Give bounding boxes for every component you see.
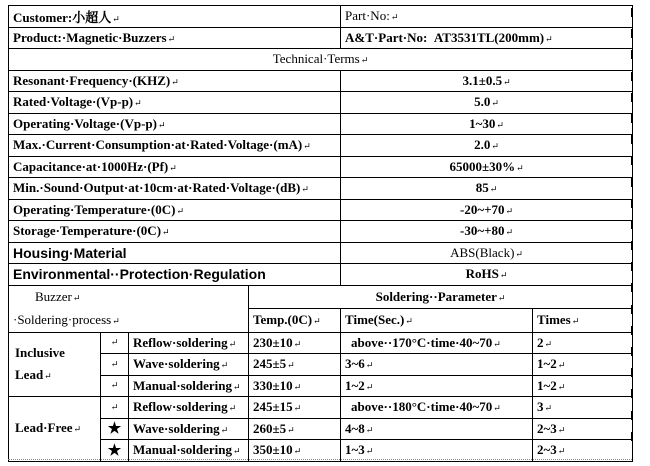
customer-label: Customer: xyxy=(13,9,73,25)
page-edge-marks xyxy=(628,8,632,458)
term-label-text: Operating·Voltage·(Vp-p) xyxy=(13,115,157,131)
term-value-text: 5.0 xyxy=(474,94,491,110)
soldering-process-header: Buzzer↵ ·Soldering·process↵ xyxy=(9,285,249,332)
time-text: 3~6 xyxy=(345,356,365,372)
term-value-text: -20~+70 xyxy=(460,201,505,217)
marker-cell: ↵ xyxy=(101,332,129,354)
customer-row xyxy=(9,6,633,28)
term-label-text: Rated·Voltage·(Vp-p) xyxy=(13,94,134,110)
time-text: 1~3 xyxy=(345,442,365,458)
process-header-line2: ·Soldering·process xyxy=(13,311,112,327)
inclusive-line2: Lead xyxy=(15,366,44,382)
star-glyph: ★ xyxy=(107,442,122,459)
term-row xyxy=(9,178,633,200)
term-value-text: 1~30 xyxy=(469,115,496,131)
time-cell: 1~3↵ xyxy=(341,440,533,462)
term-value-text: 85 xyxy=(475,180,489,196)
method-cell: Manual·soldering↵ xyxy=(129,440,249,462)
temp-text: 245±15 xyxy=(253,399,293,415)
product-row xyxy=(9,27,633,49)
times-cell: 1~2↵ xyxy=(533,375,633,397)
lead-free-group: Lead·Free↵ xyxy=(9,397,101,462)
times-text: 2~3 xyxy=(537,442,557,458)
times-cell: 2~3↵ xyxy=(533,440,633,462)
temp-cell: 260±5↵ xyxy=(249,418,341,440)
soldering-row xyxy=(9,440,633,462)
term-row xyxy=(9,199,633,221)
term-value-text: 65000±30% xyxy=(449,158,516,174)
times-cell: 2~3↵ xyxy=(533,418,633,440)
times-text: 1~2 xyxy=(537,356,557,372)
method-cell: Reflow·soldering↵ xyxy=(129,332,249,354)
col-time-header: Time(Sec.)↵ xyxy=(341,309,533,333)
marker-cell: ↵ xyxy=(101,354,129,376)
section-title: Technical·Terms↵ xyxy=(9,49,633,71)
term-row xyxy=(9,156,633,178)
temp-text: 260±5 xyxy=(253,420,287,436)
product-cell: Product:·Magnetic·Buzzers↵ xyxy=(9,27,341,49)
method-cell: Reflow·soldering↵ xyxy=(129,397,249,419)
time-text: 4~8 xyxy=(345,420,365,436)
star-icon xyxy=(101,440,129,462)
term-label-text: Resonant·Frequency·(KHZ) xyxy=(13,72,171,88)
method-text: Reflow·soldering xyxy=(133,334,228,350)
method-text: Reflow·soldering xyxy=(133,399,228,415)
time-cell: 1~2↵ xyxy=(341,375,533,397)
term-label-text: Capacitance·at·1000Hz·(Pf) xyxy=(13,158,169,174)
soldering-row xyxy=(9,354,633,376)
page-bottom-border xyxy=(8,459,632,466)
term-value-text: 3.1±0.5 xyxy=(462,72,503,88)
soldering-row xyxy=(9,397,633,419)
section-title-row xyxy=(9,49,633,71)
time-text: above··180°C·time·40~70 xyxy=(351,399,493,415)
times-cell: 3↵ xyxy=(533,397,633,419)
term-value: ABS(Black)↵ xyxy=(341,242,633,264)
star-icon xyxy=(101,418,129,440)
lead-free-text: Lead·Free xyxy=(15,420,73,436)
parameter-header-text: Soldering··Parameter xyxy=(375,288,497,304)
term-label-text: Min.·Sound·Output·at·10cm·at·Rated·Voltage·(dB) xyxy=(13,180,301,196)
times-cell: 1~2↵ xyxy=(533,354,633,376)
times-text: 2~3 xyxy=(537,420,557,436)
term-row xyxy=(9,135,633,157)
term-value: -20~+70↵ xyxy=(341,199,633,221)
term-value-text: -30~+80 xyxy=(460,223,505,239)
process-header-line1: Buzzer xyxy=(35,288,72,304)
soldering-header-row xyxy=(9,285,633,309)
method-cell: Manual·soldering↵ xyxy=(129,375,249,397)
time-cell: 3~6↵ xyxy=(341,354,533,376)
term-label-text: Max.·Current·Consumption·at·Rated·Voltage·(mA) xyxy=(13,137,303,153)
temp-cell: 245±5↵ xyxy=(249,354,341,376)
term-row xyxy=(9,92,633,114)
term-value: 3.1±0.5↵ xyxy=(341,70,633,92)
term-value: RoHS↵ xyxy=(341,264,633,286)
term-value: 1~30↵ xyxy=(341,113,633,135)
marker-cell: ↵ xyxy=(101,397,129,419)
method-text: Manual·soldering xyxy=(133,377,232,393)
temp-text: 330±10 xyxy=(253,377,293,393)
term-label: Resonant·Frequency·(KHZ)↵ xyxy=(9,70,341,92)
spec-sheet xyxy=(8,5,632,462)
customer-value: 小超人 xyxy=(72,9,112,25)
term-value-text: 2.0 xyxy=(474,137,491,153)
col-temp-header: Temp.(0C)↵ xyxy=(249,309,341,333)
temp-text: 245±5 xyxy=(253,356,287,372)
term-value-text: RoHS xyxy=(465,266,499,282)
term-label: Capacitance·at·1000Hz·(Pf)↵ xyxy=(9,156,341,178)
spec-table xyxy=(8,5,633,462)
star-glyph: ★ xyxy=(107,421,122,438)
term-row xyxy=(9,113,633,135)
term-label: Min.·Sound·Output·at·10cm·at·Rated·Voltage·(dB)↵ xyxy=(9,178,341,200)
inclusive-line1: Inclusive xyxy=(15,344,65,360)
time-text: above··170°C·time·40~70 xyxy=(351,334,493,350)
temp-cell: 245±15↵ xyxy=(249,397,341,419)
term-value: 85↵ xyxy=(341,178,633,200)
soldering-parameter-header: Soldering··Parameter↵ xyxy=(249,285,633,309)
inclusive-lead-group: Inclusive Lead↵ xyxy=(9,332,101,397)
times-text: 1~2 xyxy=(537,377,557,393)
temp-cell: 350±10↵ xyxy=(249,440,341,462)
term-value: 65000±30%↵ xyxy=(341,156,633,178)
col-temp-text: Temp.(0C) xyxy=(253,312,313,328)
at-part-no-label: A&T·Part·No: xyxy=(345,29,428,45)
term-label xyxy=(9,264,341,286)
term-row xyxy=(9,70,633,92)
soldering-row xyxy=(9,332,633,354)
part-no-cell: Part·No:↵ xyxy=(341,6,633,28)
term-label-text: Housing·Material xyxy=(13,244,127,261)
term-row xyxy=(9,221,633,243)
term-row xyxy=(9,242,633,264)
temp-cell: 330±10↵ xyxy=(249,375,341,397)
term-label-text: Environmental··Protection·Regulation xyxy=(13,266,266,283)
temp-text: 230±10 xyxy=(253,334,293,350)
at-part-no-value: AT3531TL(200mm) xyxy=(433,29,545,45)
term-value-text: ABS(Black) xyxy=(450,244,515,260)
term-label-text: Storage·Temperature·(0C) xyxy=(13,223,162,239)
col-times-text: Times xyxy=(537,312,571,328)
marker-cell: ↵ xyxy=(101,375,129,397)
time-cell: above··180°C·time·40~70↵ xyxy=(341,397,533,419)
col-times-header: Times↵ xyxy=(533,309,633,333)
term-value: 5.0↵ xyxy=(341,92,633,114)
section-title-text: Technical·Terms xyxy=(272,51,360,67)
term-label: Operating·Voltage·(Vp-p)↵ xyxy=(9,113,341,135)
term-label-text: Operating·Temperature·(0C) xyxy=(13,201,176,217)
times-text: 3 xyxy=(537,399,544,415)
col-time-text: Time(Sec.) xyxy=(345,312,405,328)
term-value: 2.0↵ xyxy=(341,135,633,157)
term-label xyxy=(9,242,341,264)
term-label: Rated·Voltage·(Vp-p)↵ xyxy=(9,92,341,114)
temp-cell: 230±10↵ xyxy=(249,332,341,354)
times-cell: 2↵ xyxy=(533,332,633,354)
time-cell: 4~8↵ xyxy=(341,418,533,440)
soldering-row xyxy=(9,418,633,440)
customer-cell: Customer:小超人↵ xyxy=(9,6,341,28)
term-row xyxy=(9,264,633,286)
time-cell: above··170°C·time·40~70↵ xyxy=(341,332,533,354)
term-label: Storage·Temperature·(0C)↵ xyxy=(9,221,341,243)
soldering-row xyxy=(9,375,633,397)
term-label: Max.·Current·Consumption·at·Rated·Voltage·(mA)↵ xyxy=(9,135,341,157)
temp-text: 350±10 xyxy=(253,442,293,458)
times-text: 2 xyxy=(537,334,544,350)
method-text: Wave·soldering xyxy=(133,420,220,436)
term-label: Operating·Temperature·(0C)↵ xyxy=(9,199,341,221)
method-text: Wave·soldering xyxy=(133,356,220,372)
product-label: Product:·Magnetic·Buzzers xyxy=(13,29,167,45)
method-text: Manual·soldering xyxy=(133,442,232,458)
part-no-label: Part·No: xyxy=(345,8,390,24)
method-cell: Wave·soldering↵ xyxy=(129,418,249,440)
at-part-no-cell: A&T·Part·No: AT3531TL(200mm)↵ xyxy=(341,27,633,49)
term-value: -30~+80↵ xyxy=(341,221,633,243)
method-cell: Wave·soldering↵ xyxy=(129,354,249,376)
time-text: 1~2 xyxy=(345,377,365,393)
